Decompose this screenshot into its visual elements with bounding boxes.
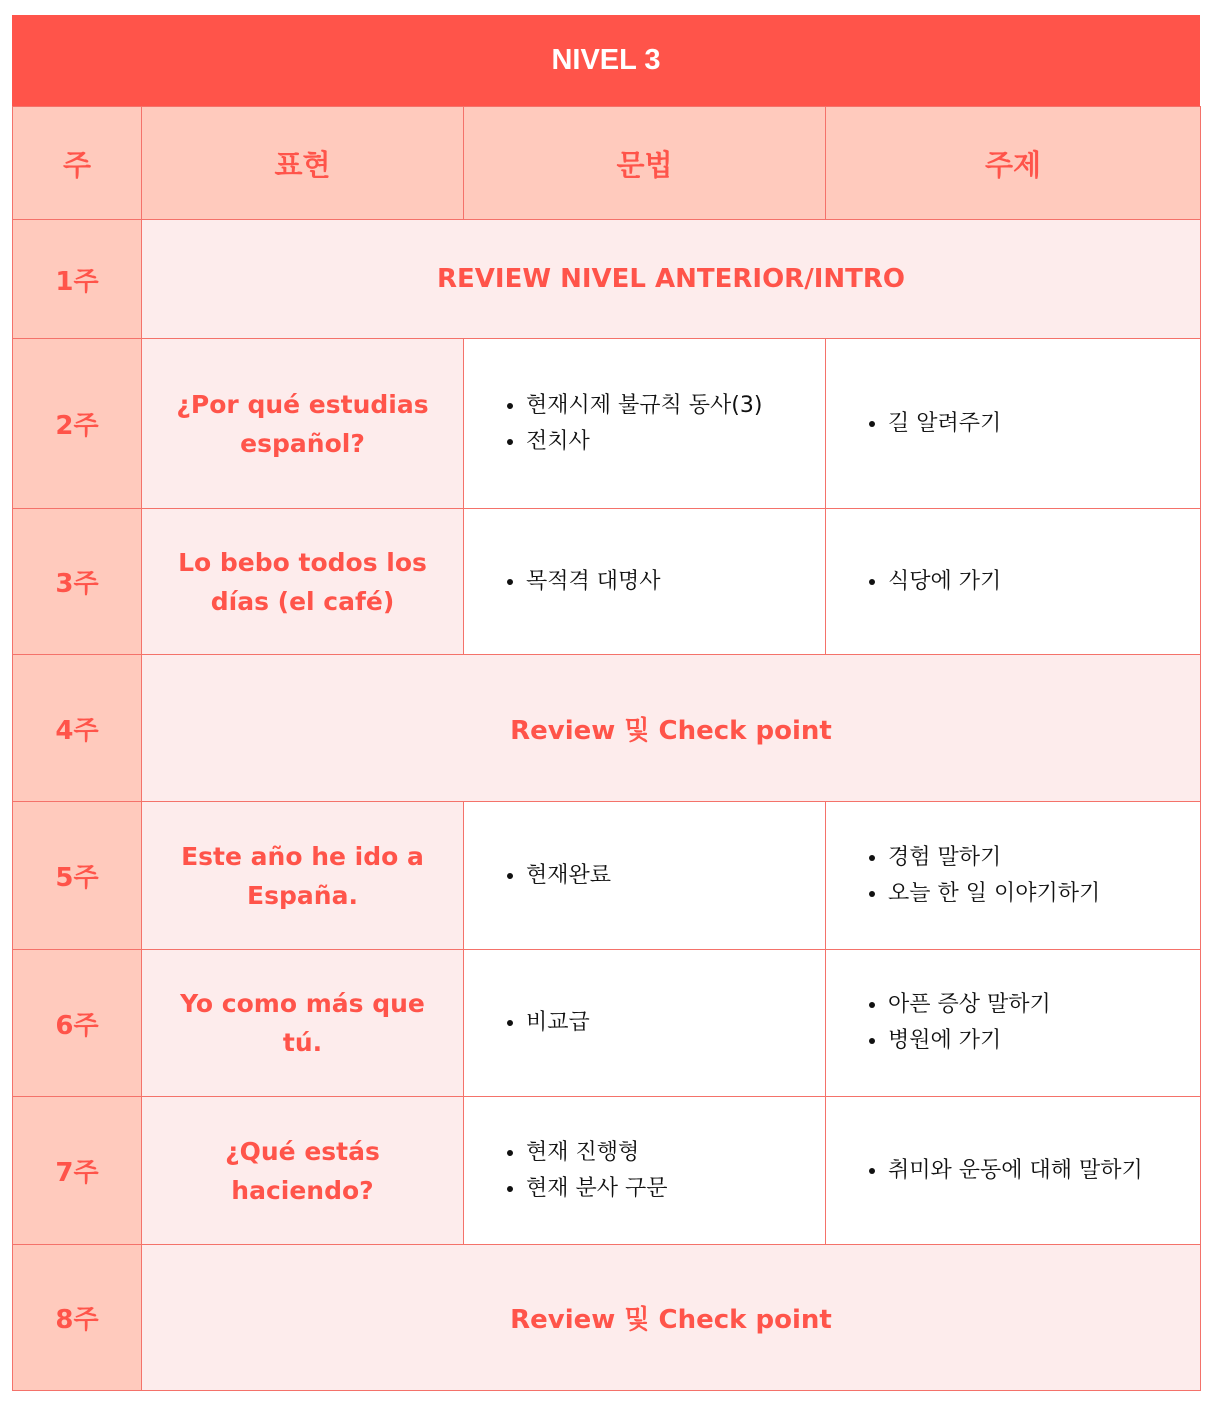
expression-cell: ¿Por qué estudias español? — [142, 339, 464, 509]
topic-item: • 식당에 가기 — [888, 564, 1200, 600]
topic-list — [826, 987, 1200, 1059]
grammar-list — [464, 858, 825, 894]
expression-cell: Lo bebo todos los días (el café) — [142, 509, 464, 655]
week-row-5 — [13, 802, 1201, 950]
week-row-3 — [13, 509, 1201, 655]
topic-item: • 오늘 한 일 이야기하기 — [888, 876, 1200, 912]
grammar-cell — [464, 339, 826, 509]
header-row — [13, 107, 1201, 220]
expression-cell: Este año he ido a España. — [142, 802, 464, 950]
curriculum-table — [12, 106, 1201, 1391]
grammar-list — [464, 388, 825, 460]
header-topic: 주제 — [826, 107, 1201, 220]
week-row-4 — [13, 655, 1201, 802]
week-label: 7주 — [13, 1097, 142, 1245]
expression-cell: Yo como más que tú. — [142, 950, 464, 1097]
grammar-item: • 현재완료 — [526, 858, 825, 894]
week-label: 6주 — [13, 950, 142, 1097]
curriculum-sheet — [12, 15, 1200, 1391]
week-label: 4주 — [13, 655, 142, 802]
topic-cell — [826, 802, 1201, 950]
topic-cell — [826, 509, 1201, 655]
topic-list — [826, 1153, 1200, 1189]
topic-cell — [826, 339, 1201, 509]
expression-cell: ¿Qué estás haciendo? — [142, 1097, 464, 1245]
header-week: 주 — [13, 107, 142, 220]
grammar-cell — [464, 802, 826, 950]
review-span-cell: Review 및 Check point — [142, 1245, 1201, 1391]
week-row-8 — [13, 1245, 1201, 1391]
grammar-item: • 전치사 — [526, 424, 825, 460]
week-row-2 — [13, 339, 1201, 509]
grammar-item: • 목적격 대명사 — [526, 564, 825, 600]
week-label: 5주 — [13, 802, 142, 950]
week-label: 3주 — [13, 509, 142, 655]
grammar-item: • 현재 분사 구문 — [526, 1171, 825, 1207]
grammar-list — [464, 564, 825, 600]
topic-item: • 취미와 운동에 대해 말하기 — [888, 1153, 1200, 1189]
topic-item: • 길 알려주기 — [888, 406, 1200, 442]
grammar-list — [464, 1135, 825, 1207]
topic-list — [826, 564, 1200, 600]
review-span-cell: REVIEW NIVEL ANTERIOR/INTRO — [142, 220, 1201, 339]
week-label: 8주 — [13, 1245, 142, 1391]
header-grammar: 문법 — [464, 107, 826, 220]
topic-list — [826, 840, 1200, 912]
grammar-cell — [464, 950, 826, 1097]
week-row-1 — [13, 220, 1201, 339]
week-label: 1주 — [13, 220, 142, 339]
topic-item: • 경험 말하기 — [888, 840, 1200, 876]
topic-item: • 아픈 증상 말하기 — [888, 987, 1200, 1023]
grammar-item: • 비교급 — [526, 1005, 825, 1041]
topic-list — [826, 406, 1200, 442]
topic-cell — [826, 1097, 1201, 1245]
review-span-cell: Review 및 Check point — [142, 655, 1201, 802]
grammar-item: • 현재시제 불규칙 동사(3) — [526, 388, 825, 424]
level-title: NIVEL 3 — [12, 15, 1200, 106]
grammar-item: • 현재 진행형 — [526, 1135, 825, 1171]
grammar-cell — [464, 509, 826, 655]
topic-cell — [826, 950, 1201, 1097]
grammar-cell — [464, 1097, 826, 1245]
week-row-6 — [13, 950, 1201, 1097]
header-expression: 표현 — [142, 107, 464, 220]
grammar-list — [464, 1005, 825, 1041]
week-label: 2주 — [13, 339, 142, 509]
topic-item: • 병원에 가기 — [888, 1023, 1200, 1059]
week-row-7 — [13, 1097, 1201, 1245]
